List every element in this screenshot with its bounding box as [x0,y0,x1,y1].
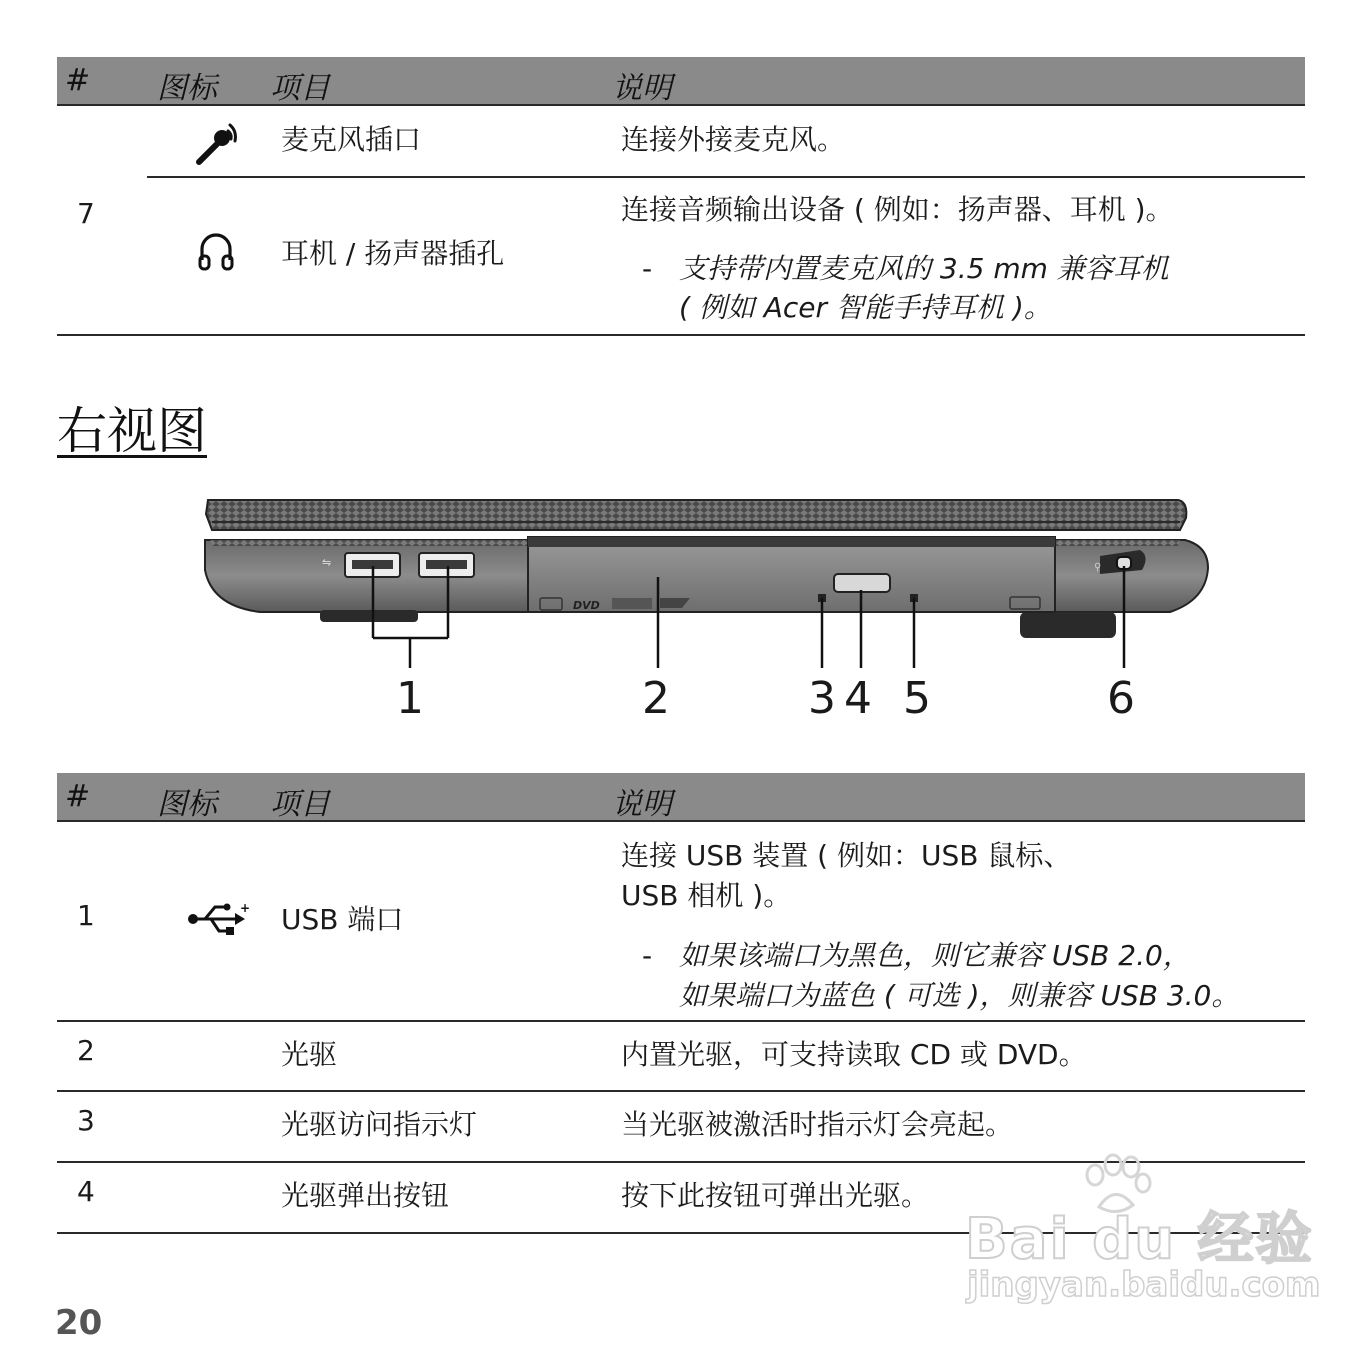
usb-icon [187,901,251,937]
microphone-icon [193,119,241,167]
header-num: # [65,779,91,814]
note-usb-line-2: 如果端口为蓝色 ( 可选 )，则兼容 USB 3.0。 [679,979,1240,1012]
svg-text:+: + [240,901,251,915]
header-item: 项目 [270,71,330,106]
callout-5: 5 [903,673,931,724]
desc-headphone-jack: 连接音频输出设备 ( 例如：扬声器、耳机 )。 [621,193,1174,226]
item-optical-drive: 光驱 [281,1038,338,1071]
watermark-url: jingyan.baidu.com [967,1265,1321,1305]
table-header [57,773,1305,822]
row-number: 4 [77,1175,95,1208]
header-desc: 说明 [612,71,672,106]
svg-text:⚲: ⚲ [1094,562,1102,573]
header-desc: 说明 [612,787,672,822]
note-bullet: - [642,252,653,285]
table-header [57,57,1305,106]
callout-2: 2 [642,673,670,724]
item-headphone-jack: 耳机 / 扬声器插孔 [281,237,505,270]
note-bullet: - [642,939,653,972]
desc-optical-drive: 内置光驱，可支持读取 CD 或 DVD。 [621,1038,1087,1071]
page-number: 20 [55,1303,103,1343]
table-bottom-rule [57,334,1305,336]
row-divider [57,1090,1305,1092]
header-num: # [65,63,91,98]
section-title: 右视图 [57,402,207,460]
desc-usb-line-2: USB 相机 )。 [621,879,792,912]
callout-1: 1 [396,673,424,724]
item-eject-button: 光驱弹出按钮 [281,1179,450,1212]
headphones-icon [197,230,235,272]
desc-drive-indicator: 当光驱被激活时指示灯会亮起。 [621,1108,1014,1141]
header-icon: 图标 [157,787,217,822]
watermark-brand: Bai du 经验 [965,1207,1314,1272]
svg-text:DVD: DVD [573,599,600,612]
note-headphone-line-2: ( 例如 Acer 智能手持耳机 )。 [679,291,1052,324]
note-usb-line-1: 如果该端口为黑色，则它兼容 USB 2.0， [679,939,1191,972]
header-icon: 图标 [157,71,217,106]
item-microphone-jack: 麦克风插口 [281,123,422,156]
callout-4: 4 [844,673,872,724]
laptop-right-view-illustration [0,490,1360,730]
header-item: 项目 [270,787,330,822]
callout-6: 6 [1107,673,1135,724]
desc-eject-button: 按下此按钮可弹出光驱。 [621,1179,930,1212]
item-drive-indicator: 光驱访问指示灯 [281,1108,478,1141]
item-usb-port: USB 端口 [281,903,404,936]
row-number: 3 [77,1104,95,1137]
svg-text:⇋: ⇋ [322,556,332,569]
row-number: 7 [77,197,95,230]
row-divider [57,1020,1305,1022]
ports-table-1 [57,57,1305,337]
note-headphone-line-1: 支持带内置麦克风的 3.5 mm 兼容耳机 [679,252,1169,285]
desc-usb-line-1: 连接 USB 装置 ( 例如：USB 鼠标、 [621,839,1072,872]
row-number: 2 [77,1034,95,1067]
desc-microphone-jack: 连接外接麦克风。 [621,123,846,156]
row-number: 1 [77,899,95,932]
row-divider [147,176,1305,178]
callout-3: 3 [808,673,836,724]
